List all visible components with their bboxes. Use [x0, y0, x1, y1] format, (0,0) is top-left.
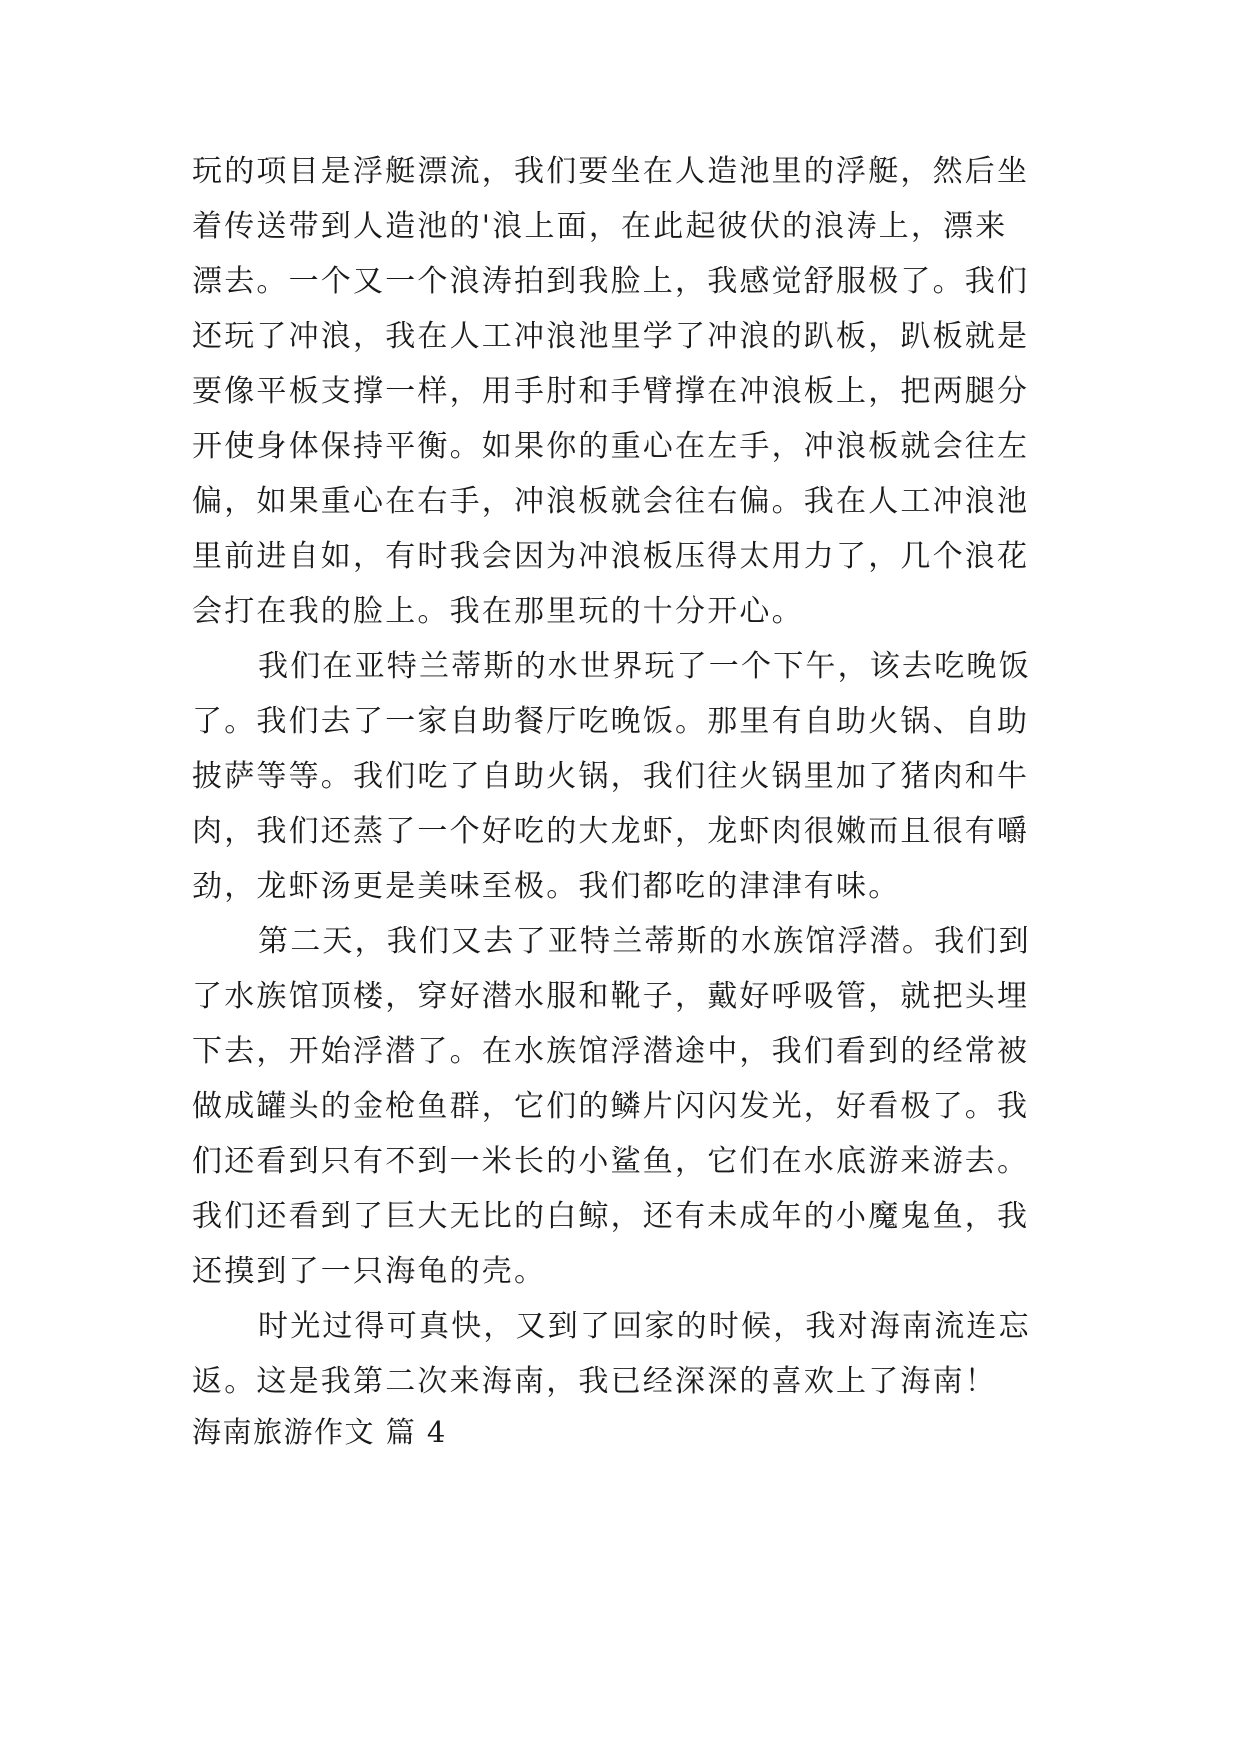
paragraph-start-line: 时光过得可真快，又到了回家的时候，我对海南流连忘 — [258, 1309, 1031, 1344]
paragraph-start-line: 我们在亚特兰蒂斯的水世界玩了一个下午，该去吃晚饭 — [258, 649, 1031, 684]
text-line: 我们还看到了巨大无比的白鲸，还有未成年的小魔鬼鱼，我 — [192, 1199, 1030, 1234]
text-line: 开使身体保持平衡。如果你的重心在左手，冲浪板就会往左 — [192, 429, 1030, 464]
text-line: 下去，开始浮潜了。在水族馆浮潜途中，我们看到的经常被 — [192, 1034, 1030, 1069]
text-line: 着传送带到人造池的'浪上面，在此起彼伏的浪涛上，漂来 — [192, 209, 1008, 244]
text-line: 漂去。一个又一个浪涛拍到我脸上，我感觉舒服极了。我们 — [192, 264, 1030, 299]
text-line: 还摸到了一只海龟的壳。 — [192, 1254, 547, 1289]
text-line: 偏，如果重心在右手，冲浪板就会往右偏。我在人工冲浪池 — [192, 484, 1030, 519]
text-line: 披萨等等。我们吃了自助火锅，我们往火锅里加了猪肉和牛 — [192, 759, 1030, 794]
text-line: 了。我们去了一家自助餐厅吃晚饭。那里有自助火锅、自助 — [192, 704, 1030, 739]
text-line: 劲，龙虾汤更是美味至极。我们都吃的津津有味。 — [192, 869, 901, 904]
text-line: 做成罐头的金枪鱼群，它们的鳞片闪闪发光，好看极了。我 — [192, 1089, 1030, 1124]
text-line: 肉，我们还蒸了一个好吃的大龙虾，龙虾肉很嫩而且很有嚼 — [192, 814, 1030, 849]
text-line: 了水族馆顶楼，穿好潜水服和靴子，戴好呼吸管，就把头埋 — [192, 979, 1030, 1014]
section-heading: 海南旅游作文 篇 4 — [192, 1415, 447, 1449]
text-line: 返。这是我第二次来海南，我已经深深的喜欢上了海南！ — [192, 1364, 997, 1399]
text-line: 还玩了冲浪，我在人工冲浪池里学了冲浪的趴板，趴板就是 — [192, 319, 1030, 354]
text-line: 们还看到只有不到一米长的小鲨鱼，它们在水底游来游去。 — [192, 1144, 1030, 1179]
text-line: 里前进自如，有时我会因为冲浪板压得太用力了，几个浪花 — [192, 539, 1030, 574]
text-line: 要像平板支撑一样，用手肘和手臂撑在冲浪板上，把两腿分 — [192, 374, 1030, 409]
text-line: 玩的项目是浮艇漂流，我们要坐在人造池里的浮艇，然后坐 — [192, 154, 1030, 189]
text-line: 会打在我的脸上。我在那里玩的十分开心。 — [192, 594, 804, 629]
paragraph-start-line: 第二天，我们又去了亚特兰蒂斯的水族馆浮潜。我们到 — [258, 924, 1031, 959]
